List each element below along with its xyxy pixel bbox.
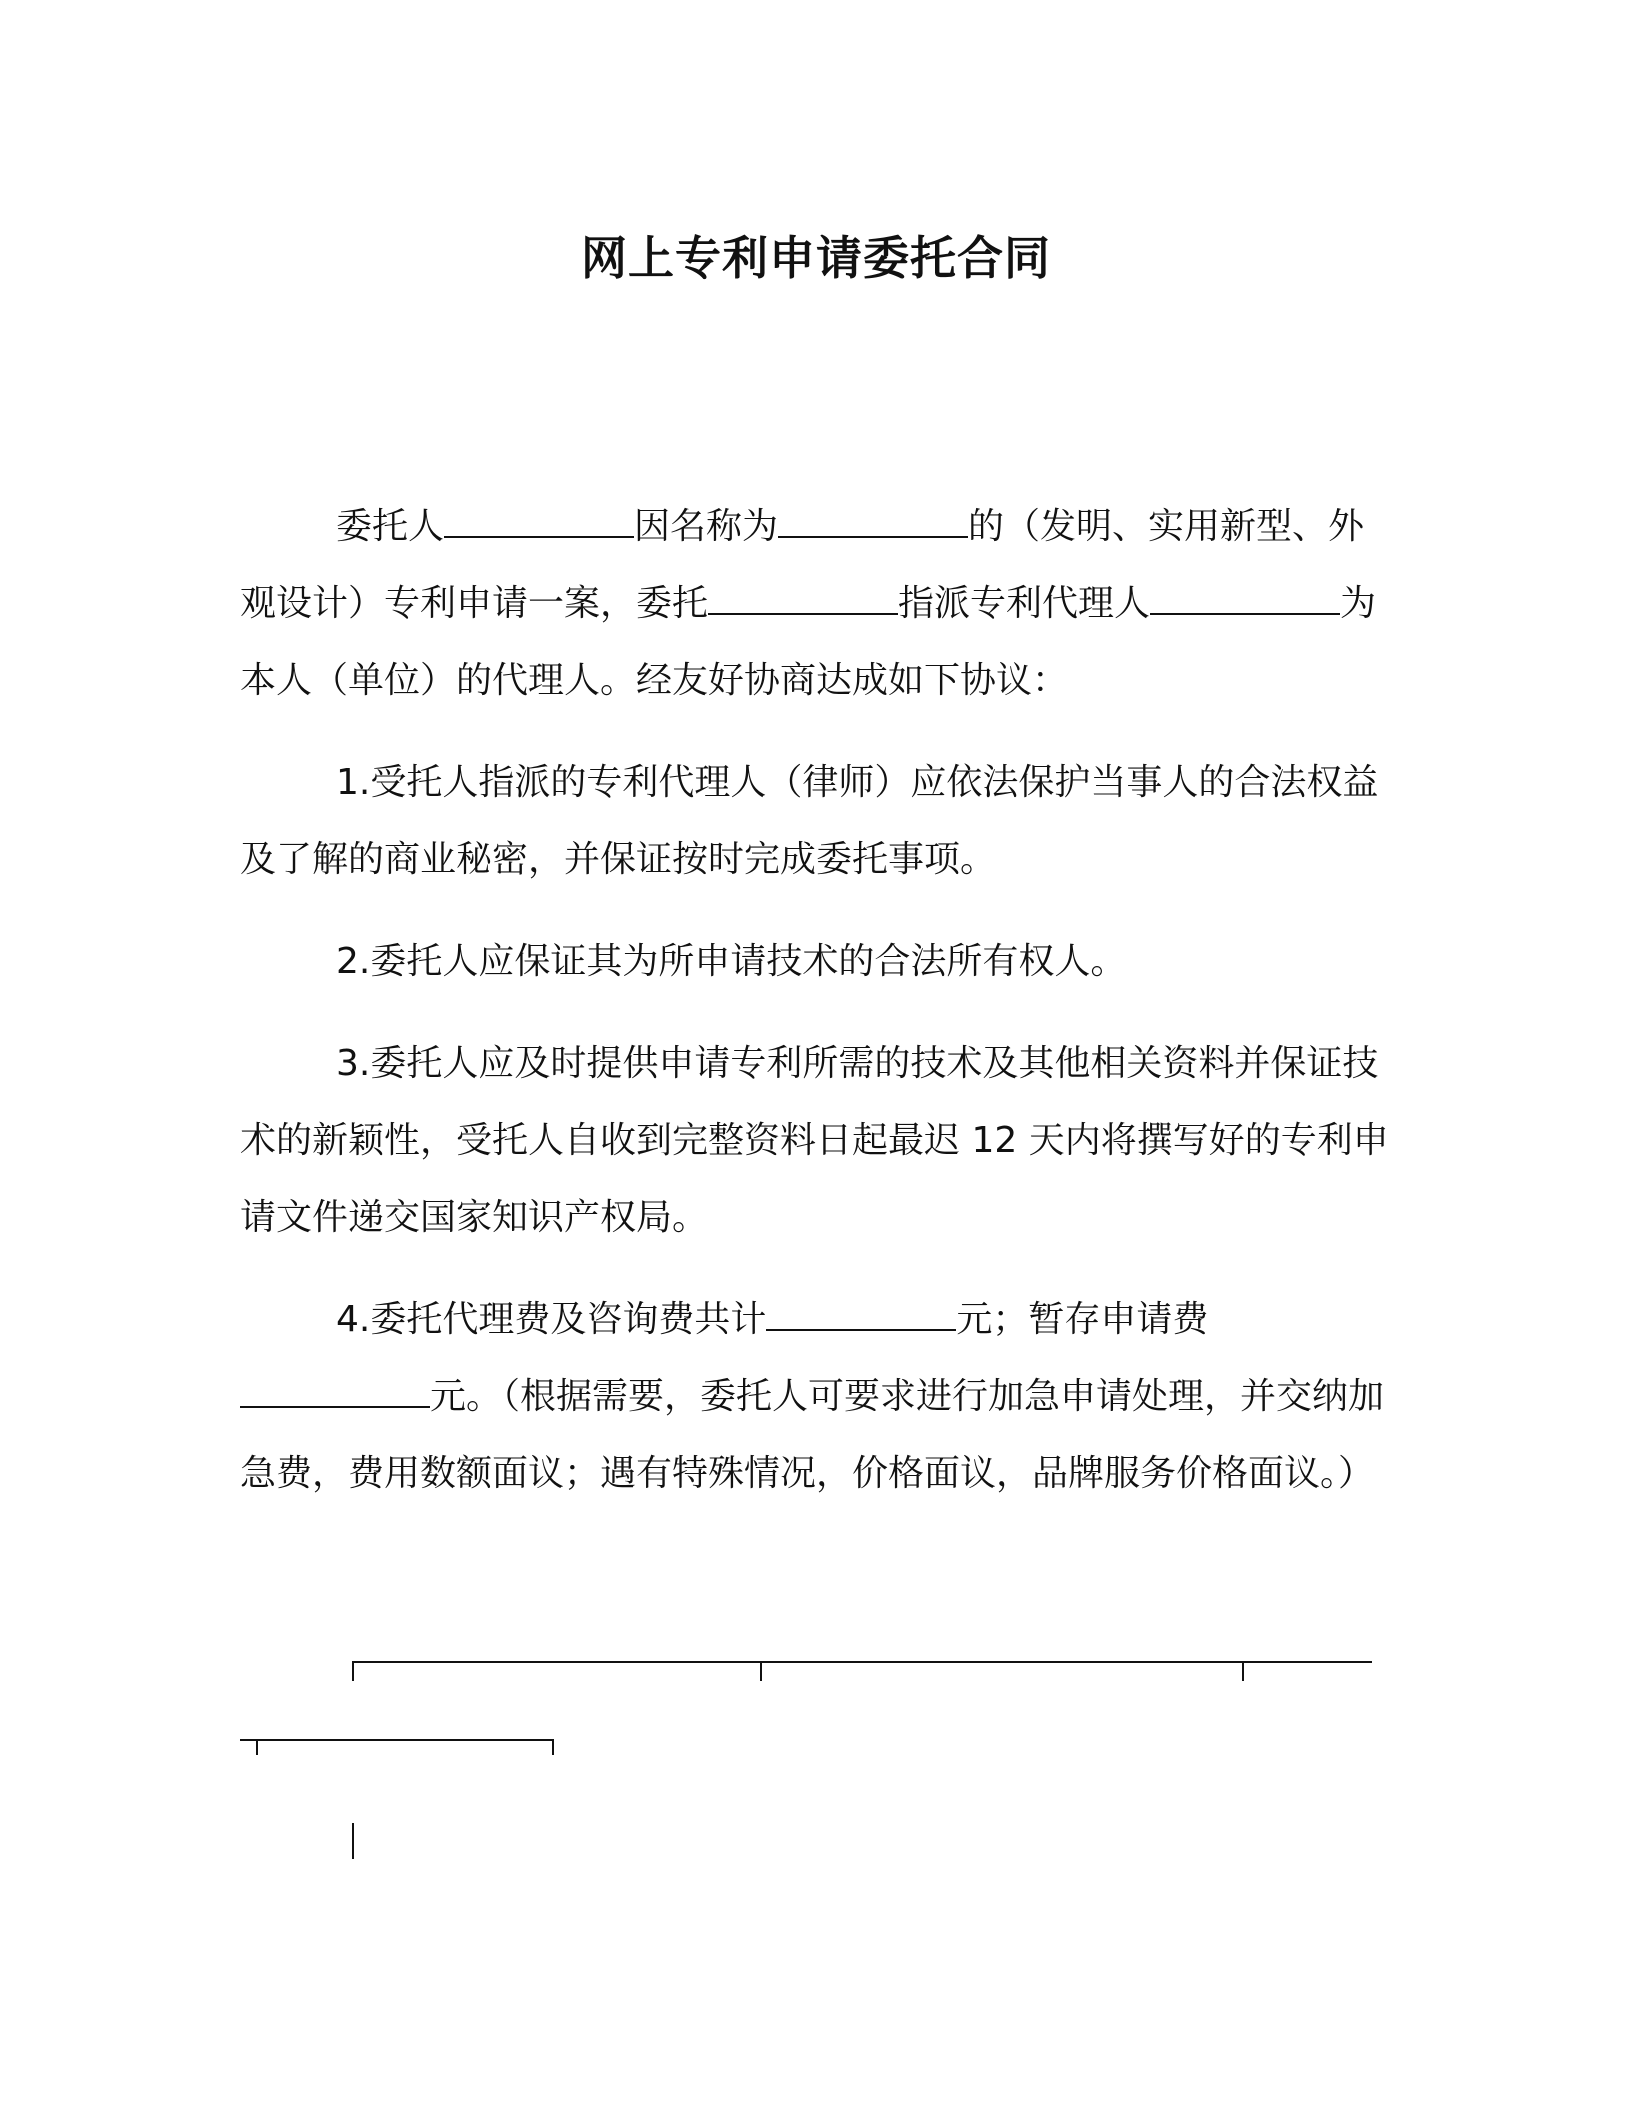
table-tick (552, 1739, 554, 1755)
agency-blank (708, 583, 898, 615)
intro-text-3: 的（发明、实用新型、外观设计）专利申请一案，委托 (240, 506, 1365, 624)
principal-blank (444, 506, 634, 538)
clause-1: 1.受托人指派的专利代理人（律师）应依法保护当事人的合法权益及了解的商业秘密，并保证按时完成委托事项。 (240, 762, 1379, 880)
table-second-rule (240, 1739, 554, 1741)
document-body (240, 488, 1390, 1537)
intro-text-2: 因名称为 (634, 506, 779, 547)
clause-4-text-1: 4.委托代理费及咨询费共计 (336, 1299, 767, 1340)
agent-name-blank (1150, 583, 1340, 615)
table-tick (1242, 1661, 1244, 1681)
clause-2: 2.委托人应保证其为所申请技术的合法所有权人。 (336, 941, 1127, 982)
application-fee-blank (240, 1376, 430, 1408)
agency-fee-blank (766, 1299, 956, 1331)
clause-4-text-2: 元；暂存申请费 (956, 1299, 1209, 1340)
table-tick (352, 1661, 354, 1681)
table-top-rule (352, 1661, 1372, 1663)
intro-paragraph (240, 488, 1390, 719)
clause-4 (240, 1281, 1390, 1512)
clause-3: 3.委托人应及时提供申请专利所需的技术及其他相关资料并保证技术的新颖性，受托人自收到完整资料日起最迟 12 天内将撰写好的专利申请文件递交国家知识产权局。 (240, 1043, 1389, 1238)
intro-text-4: 指派专利代理人 (898, 583, 1151, 624)
intro-text-1: 委托人 (336, 506, 445, 547)
intro-text-5: 为本人（单位）的代理人。经友好协商达成如下协议： (240, 583, 1377, 701)
table-vertical-rule (352, 1823, 354, 1859)
invention-name-blank (778, 506, 968, 538)
clause-4-text-3: 元。（根据需要，委托人可要求进行加急申请处理，并交纳加急费，费用数额面议；遇有特殊情况，价格面议，品牌服务价格面议。） (240, 1376, 1385, 1494)
document-title: 网上专利申请委托合同 (581, 231, 1051, 285)
table-tick (256, 1739, 258, 1755)
table-tick (760, 1661, 762, 1681)
